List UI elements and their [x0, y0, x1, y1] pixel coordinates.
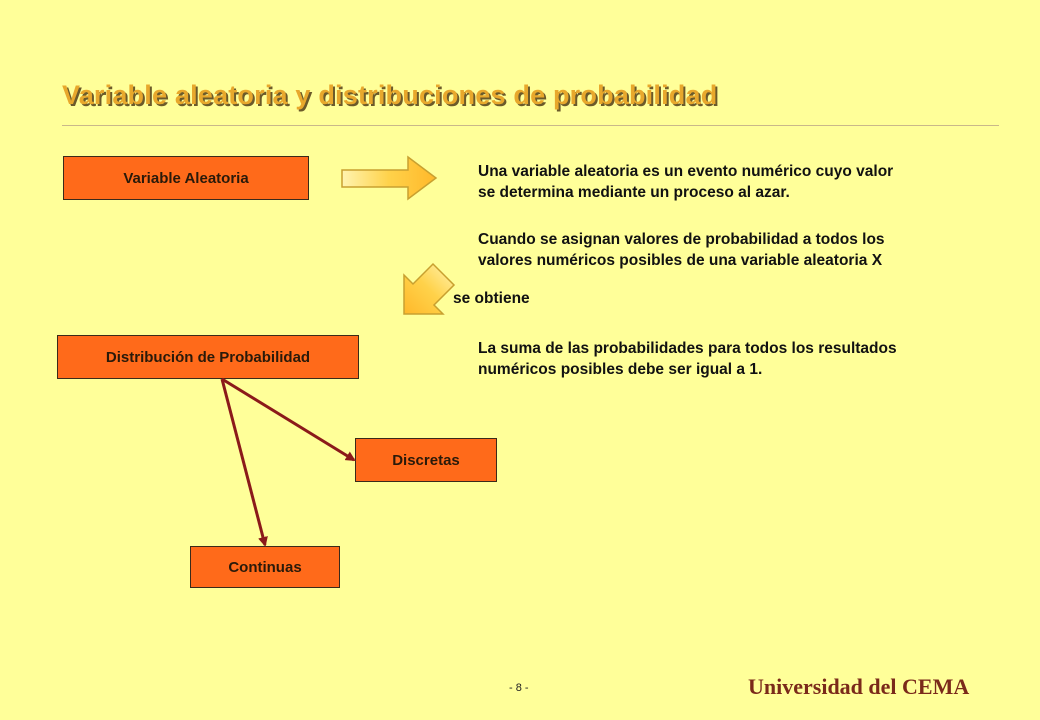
- definition-line-1: Una variable aleatoria es un evento numérico cuyo valor: [478, 163, 894, 180]
- sum-line-1: La suma de las probabilidades para todos los resultados: [478, 340, 897, 357]
- assignment-text: [478, 229, 885, 271]
- institution-name: Universidad del CEMA: [748, 674, 970, 699]
- box-continuas-label: Continuas: [228, 558, 302, 576]
- box-variable-aleatoria-label: Variable Aleatoria: [123, 169, 249, 187]
- definition-line-2: se determina mediante un proceso al azar.: [478, 184, 790, 201]
- sum-line-2: numéricos posibles debe ser igual a 1.: [478, 361, 763, 378]
- connector-to-continuas: [222, 379, 265, 545]
- slide-title: Variable aleatoria y distribuciones de probabilidad: [62, 80, 718, 110]
- box-discretas-label: Discretas: [392, 451, 460, 469]
- sum-text: [478, 338, 897, 380]
- connector-to-discretas: [222, 379, 354, 460]
- assignment-line-2: valores numéricos posibles de una variable aleatoria X: [478, 252, 883, 269]
- se-obtiene-text: se obtiene: [453, 290, 530, 307]
- block-arrow-right: [342, 157, 436, 199]
- page-number: - 8 -: [509, 682, 529, 694]
- box-distribucion-label: Distribución de Probabilidad: [105, 348, 311, 366]
- definition-text: [478, 161, 893, 203]
- assignment-line-1: Cuando se asignan valores de probabilidad a todos los: [478, 231, 885, 248]
- block-arrow-diagonal: [404, 264, 454, 314]
